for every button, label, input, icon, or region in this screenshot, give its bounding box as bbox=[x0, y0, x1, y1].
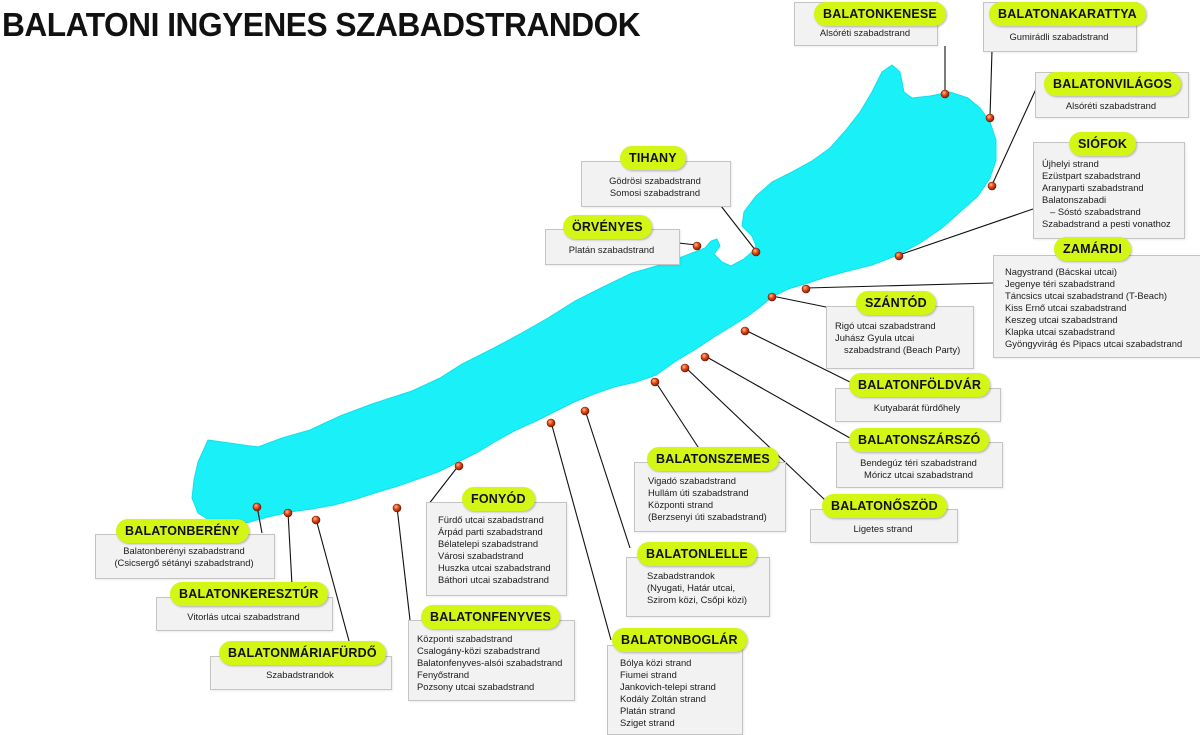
pin-balatonboglar[interactable] bbox=[547, 419, 555, 427]
beach-list bbox=[836, 457, 1001, 481]
leader-line-balatonvilagos bbox=[992, 89, 1036, 185]
beach-item: Rigó utcai szabadstrand bbox=[835, 320, 936, 331]
beach-item: Platán strand bbox=[620, 705, 676, 716]
pin-balatonszarszo[interactable] bbox=[701, 353, 709, 361]
beach-item: Vitorlás utcai szabadstrand bbox=[187, 611, 300, 622]
beach-item: Gödrösi szabadstrand bbox=[609, 175, 701, 186]
beach-list bbox=[835, 402, 999, 414]
beach-item: – Sóstó szabadstrand bbox=[1050, 206, 1141, 217]
beach-item: Központi strand bbox=[648, 499, 714, 510]
beach-item: Keszeg utcai szabadstrand bbox=[1005, 314, 1118, 325]
beach-item: Szabadstrandok bbox=[647, 570, 715, 581]
beach-item: (Berzsenyi úti szabadstrand) bbox=[648, 511, 767, 522]
pin-balatonmariafurdo[interactable] bbox=[312, 516, 320, 524]
pin-balatonkeresztur[interactable] bbox=[284, 509, 292, 517]
beach-item: Ligetes strand bbox=[853, 523, 913, 534]
town-label-szantod: SZÁNTÓD bbox=[856, 291, 936, 315]
beach-item: Jankovich-telepi strand bbox=[620, 681, 716, 692]
beach-item: Gumirádli szabadstrand bbox=[1009, 31, 1109, 42]
beach-item: Pozsony utcai szabadstrand bbox=[417, 681, 535, 692]
beach-item: Szabadstrandok bbox=[266, 669, 334, 680]
beach-list bbox=[1035, 100, 1187, 112]
beach-item: Báthori utcai szabadstrand bbox=[438, 574, 550, 585]
beach-item: Juhász Gyula utcai bbox=[835, 332, 915, 343]
leader-line-zamardi bbox=[806, 283, 993, 288]
pin-balatonoszod[interactable] bbox=[681, 364, 689, 372]
beach-item: Csalogány-közi szabadstrand bbox=[417, 645, 540, 656]
beach-item: Bélatelepi szabadstrand bbox=[438, 538, 539, 549]
pin-balatonkenese[interactable] bbox=[941, 90, 949, 98]
beach-list bbox=[545, 244, 678, 256]
pin-balatonfoldvar[interactable] bbox=[741, 327, 749, 335]
leader-line-balatonlelle bbox=[585, 410, 630, 548]
town-label-balatonfoldvar: BALATONFÖLDVÁR bbox=[849, 373, 990, 397]
leader-line-szantod bbox=[772, 296, 826, 307]
beach-item: Klapka utcai szabadstrand bbox=[1005, 326, 1115, 337]
town-label-balatonkeresztur: BALATONKERESZTÚR bbox=[170, 582, 328, 606]
town-label-balatonkenese: BALATONKENESE bbox=[814, 2, 946, 26]
town-label-balatonmariafurdo: BALATONMÁRIAFÜRDŐ bbox=[219, 641, 386, 665]
beach-item: Hullám úti szabadstrand bbox=[648, 487, 749, 498]
beach-item: Balatonszabadi bbox=[1042, 194, 1107, 205]
leader-line-balatonkeresztur bbox=[288, 512, 292, 585]
map-title: BALATONI INGYENES SZABADSTRANDOK bbox=[2, 6, 641, 43]
town-label-balatonszemes: BALATONSZEMES bbox=[647, 447, 779, 471]
beach-item: Bólya közi strand bbox=[620, 657, 692, 668]
town-label-balatonakarattya: BALATONAKARATTYA bbox=[989, 2, 1146, 26]
beach-item: Központi szabadstrand bbox=[417, 633, 513, 644]
beach-item: Városi szabadstrand bbox=[438, 550, 524, 561]
beach-list bbox=[620, 657, 716, 729]
leader-line-balatonakarattya bbox=[990, 50, 992, 117]
pin-szantod[interactable] bbox=[768, 293, 776, 301]
beach-list bbox=[794, 27, 936, 39]
beach-list bbox=[1042, 158, 1171, 230]
pin-balatonfenyves[interactable] bbox=[393, 504, 401, 512]
beach-list bbox=[648, 475, 767, 523]
beach-list bbox=[438, 514, 551, 586]
pin-balatonlelle[interactable] bbox=[581, 407, 589, 415]
town-label-fonyod: FONYÓD bbox=[462, 487, 535, 511]
beach-list bbox=[647, 570, 747, 606]
beach-list bbox=[1005, 266, 1182, 350]
beach-item: Ezüstpart szabadstrand bbox=[1042, 170, 1141, 181]
leader-line-balatonszemes bbox=[655, 381, 700, 450]
town-label-tihany: TIHANY bbox=[620, 146, 686, 170]
beach-item: Árpád parti szabadstrand bbox=[438, 526, 543, 537]
beach-item: Aranyparti szabadstrand bbox=[1042, 182, 1144, 193]
beach-item: Fiumei strand bbox=[620, 669, 677, 680]
beach-list bbox=[210, 669, 390, 681]
town-label-balatonbereny: BALATONBERÉNY bbox=[116, 519, 249, 543]
town-label-balatonszarszo: BALATONSZÁRSZÓ bbox=[849, 428, 989, 452]
beach-item: Kutyabarát fürdőhely bbox=[873, 402, 961, 413]
town-label-balatonlelle: BALATONLELLE bbox=[637, 542, 757, 566]
beach-item: (Csicsergő sétányi szabadstrand) bbox=[114, 557, 254, 568]
beach-item: Kiss Ernő utcai szabadstrand bbox=[1005, 302, 1127, 313]
beach-item: (Nyugati, Határ utcai, bbox=[647, 582, 736, 593]
beach-item: Móricz utcai szabadstrand bbox=[864, 469, 973, 480]
pin-balatonszemes[interactable] bbox=[651, 378, 659, 386]
pin-balatonvilagos[interactable] bbox=[988, 182, 996, 190]
beach-item: Kodály Zoltán strand bbox=[620, 693, 706, 704]
beach-item: Balatonfenyves-alsói szabadstrand bbox=[417, 657, 563, 668]
town-label-zamardi: ZAMÁRDI bbox=[1054, 237, 1131, 261]
beach-list bbox=[835, 320, 960, 356]
beach-item: Jegenye téri szabadstrand bbox=[1005, 278, 1115, 289]
beach-item: Bendegúz téri szabadstrand bbox=[860, 457, 977, 468]
town-label-orvenyes: ÖRVÉNYES bbox=[563, 215, 652, 239]
beach-list bbox=[983, 31, 1135, 43]
pin-tihany[interactable] bbox=[752, 248, 760, 256]
beach-item: Alsóréti szabadstrand bbox=[1065, 100, 1157, 111]
beach-item: Balatonberényi szabadstrand bbox=[123, 545, 245, 556]
beach-item: Szirom közi, Csőpi közi) bbox=[647, 594, 748, 605]
pin-zamardi[interactable] bbox=[802, 285, 810, 293]
beach-item: Táncsics utcai szabadstrand (T-Beach) bbox=[1005, 290, 1168, 301]
pin-balatonakarattya[interactable] bbox=[986, 114, 994, 122]
beach-list bbox=[581, 175, 729, 199]
pin-fonyod[interactable] bbox=[455, 462, 463, 470]
beach-item: Szabadstrand a pesti vonathoz bbox=[1042, 218, 1171, 229]
beach-item: szabadstrand (Beach Party) bbox=[844, 344, 961, 355]
beach-item: Sziget strand bbox=[620, 717, 675, 728]
beach-item: Gyöngyvirág és Pipacs utcai szabadstrand bbox=[1005, 338, 1183, 349]
beach-list bbox=[417, 633, 562, 693]
beach-item: Nagystrand (Bácskai utcai) bbox=[1005, 266, 1118, 277]
leader-line-balatonfenyves bbox=[397, 507, 410, 620]
beach-list bbox=[810, 523, 956, 535]
beach-item: Alsóréti szabadstrand bbox=[819, 27, 911, 38]
town-label-balatonvilagos: BALATONVILÁGOS bbox=[1044, 72, 1181, 96]
beach-list bbox=[156, 611, 331, 623]
pin-orvenyes[interactable] bbox=[693, 242, 701, 250]
pin-siofok[interactable] bbox=[895, 252, 903, 260]
pin-balatonbereny[interactable] bbox=[253, 503, 261, 511]
beach-item: Huszka utcai szabadstrand bbox=[438, 562, 551, 573]
beach-item: Fürdő utcai szabadstrand bbox=[438, 514, 544, 525]
beach-item: Újhelyi strand bbox=[1042, 158, 1099, 169]
town-label-balatonoszod: BALATONŐSZÖD bbox=[822, 494, 947, 518]
beach-item: Fenyőstrand bbox=[417, 669, 470, 680]
beach-item: Vigadó szabadstrand bbox=[648, 475, 736, 486]
beach-item: Platán szabadstrand bbox=[568, 244, 655, 255]
town-label-siofok: SIÓFOK bbox=[1069, 132, 1136, 156]
beach-list bbox=[95, 545, 273, 569]
town-label-balatonfenyves: BALATONFENYVES bbox=[421, 605, 560, 629]
town-label-balatonboglar: BALATONBOGLÁR bbox=[612, 628, 747, 652]
beach-item: Somosi szabadstrand bbox=[609, 187, 701, 198]
